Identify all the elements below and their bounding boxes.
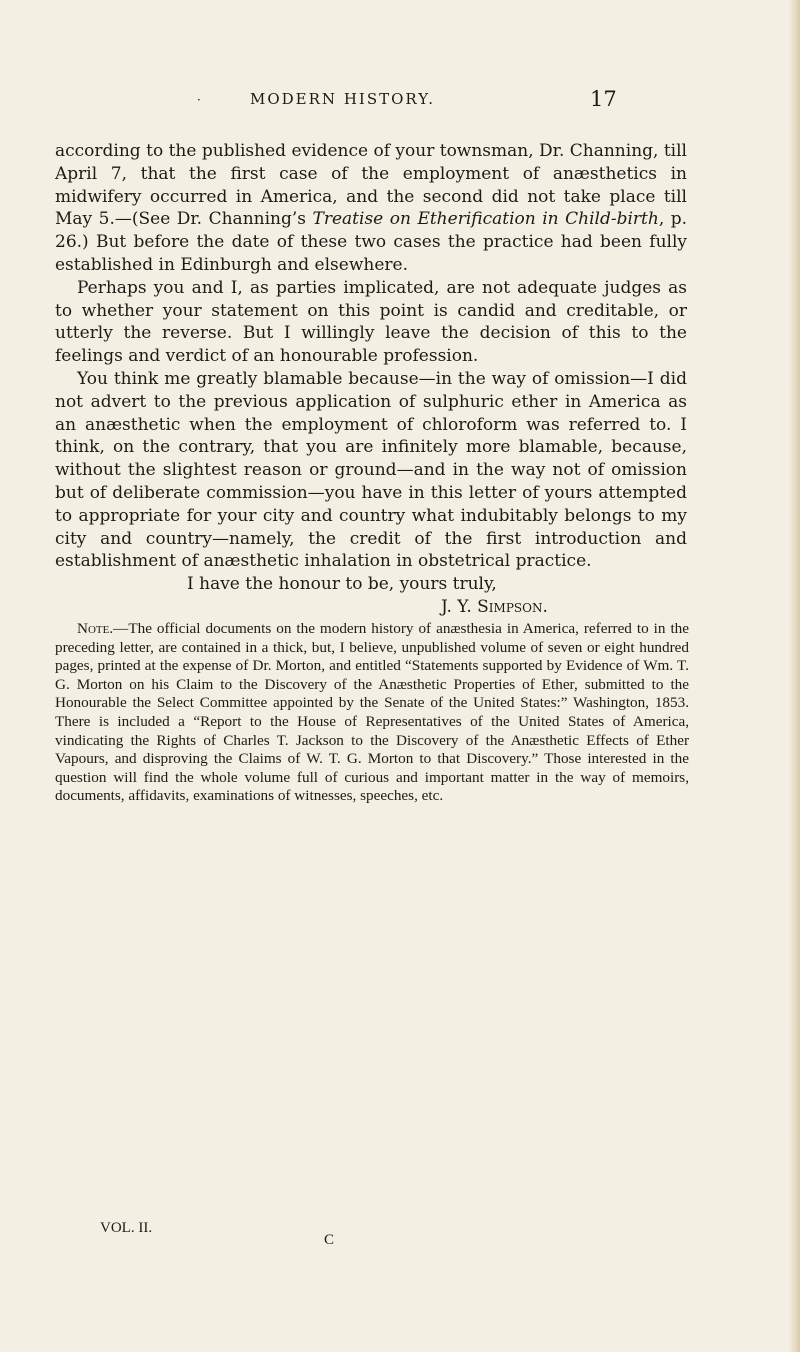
signature-text: J. Y. Simpson. <box>441 596 548 617</box>
signature-mark: C <box>324 1232 335 1248</box>
header-title: MODERN HISTORY. <box>250 90 435 108</box>
paragraph-1-text: according to the published evidence of your townsman, Dr. Channing, till April 7, that the first case of the employment of anæsthetics in midwifery occurred in America, and the second did not take place till May 5.—(See Dr. Channing’s <box>55 141 687 230</box>
page-number: 17 <box>590 87 617 111</box>
closing-line: I have the honour to be, yours truly, <box>187 574 497 595</box>
paragraph-1-tail: , p. 26.) But before the date of these two cases the practice had been fully established in Edinburgh and elsewhere. <box>55 209 688 275</box>
paragraph-1 <box>55 140 687 277</box>
note-label: Note. <box>77 620 114 637</box>
volume-label: VOL. II. <box>100 1220 153 1236</box>
footnote <box>55 620 689 806</box>
page-edge <box>788 0 800 1352</box>
note-text: —The official documents on the modern history of anæsthesia in America, referred to in the preceding letter, are contained in a thick, but, I believe, unpublished volume of seven or eight hundred pages, printed at the expense of Dr. Morton, and entitled “Statements supported by Evidence of Wm. T. G. Morton on his Claim to the Discovery of the Anæsthetic Properties of Ether, submitted to the Honourable the Select Committee appointed by the Senate of the United States:” Washington, 1853. There is included a “Report to the House of Representatives of the United States of America, vindicating the Rights of Charles T. Jackson to the Discovery of the Anæsthetic Effects of Ether Vapours, and disproving the Claims of W. T. G. Morton to that Discovery.” Those interested in the question will find the whole volume full of curious and important matter in the way of memoirs, documents, affidavits, examinations of witnesses, speeches, etc. <box>55 620 689 805</box>
treatise-title: Treatise on Etherification in Child-birth <box>312 209 659 230</box>
note-paragraph <box>55 620 689 806</box>
bullet-mark: · <box>197 93 203 107</box>
paragraph-2: Perhaps you and I, as parties implicated, are not adequate judges as to whether your statement on this point is candid and creditable, or utterly the reverse. But I willingly leave the decision of this to the feelings and verdict of an honourable profession. <box>55 277 687 367</box>
paragraph-3: You think me greatly blamable because—in the way of omission—I did not advert to the previous application of sulphuric ether in America as an anæsthetic when the employment of chloroform was referred to. I think, on the contrary, that you are infinitely more blamable, because, without the slightest reason or ground—and in the way not of omission but of deliberate commission—you have in this letter of yours attempted to appropriate for your city and country what indubitably belongs to my city and country—namely, the credit of the first introduction and establishment of anæsthetic inhalation in obstetrical practice. <box>55 368 687 572</box>
letter-body <box>55 140 687 619</box>
signature <box>55 596 687 619</box>
